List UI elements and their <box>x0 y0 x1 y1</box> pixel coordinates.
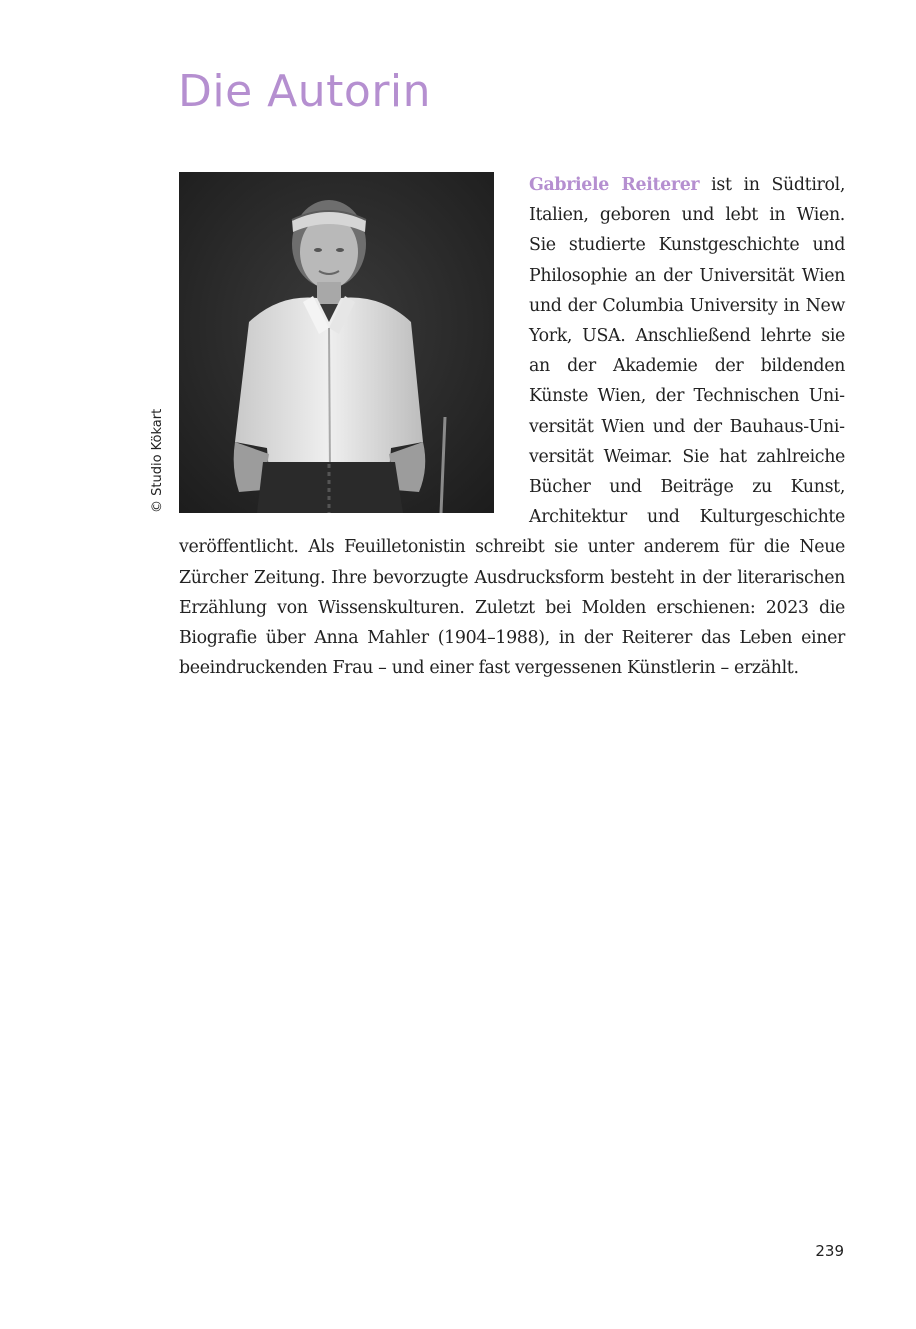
biography-text: ist in Südtirol, Italien, geboren und lebt in Wien. Sie studierte Kunstgeschichte und Philosophie an der Universität Wien und der Columbia University in New York, USA. Anschließend lehrte sie an der Akademie der bildenden Künste Wien, der Technischen Universität Wien und der Bauhaus-Universität Weimar. Sie hat zahlreiche Bücher und Beiträge zu Kunst, Architektur und Kulturgeschichte veröffentlicht. Als Feuilletonistin schreibt sie unter anderem für die Neue Zürcher Zeitung. Ihre bevorzugte Ausdrucksform besteht in der literarischen Erzählung von Wissenskulturen. Zuletzt bei Molden erschienen: 2023 die Biografie über Anna Mahler (1904–1988), in der Reiterer das Leben einer beeindruckenden Frau – und einer fast vergessenen Künstlerin – erzählt. <box>179 175 846 679</box>
photo-credit: © Studio Kökart <box>150 408 165 513</box>
author-biography <box>179 170 845 683</box>
page-number: 239 <box>815 1242 844 1260</box>
photo-float-spacer <box>179 170 529 532</box>
author-name: Gabriele Reiterer <box>529 175 700 195</box>
page-title: Die Autorin <box>178 66 432 117</box>
